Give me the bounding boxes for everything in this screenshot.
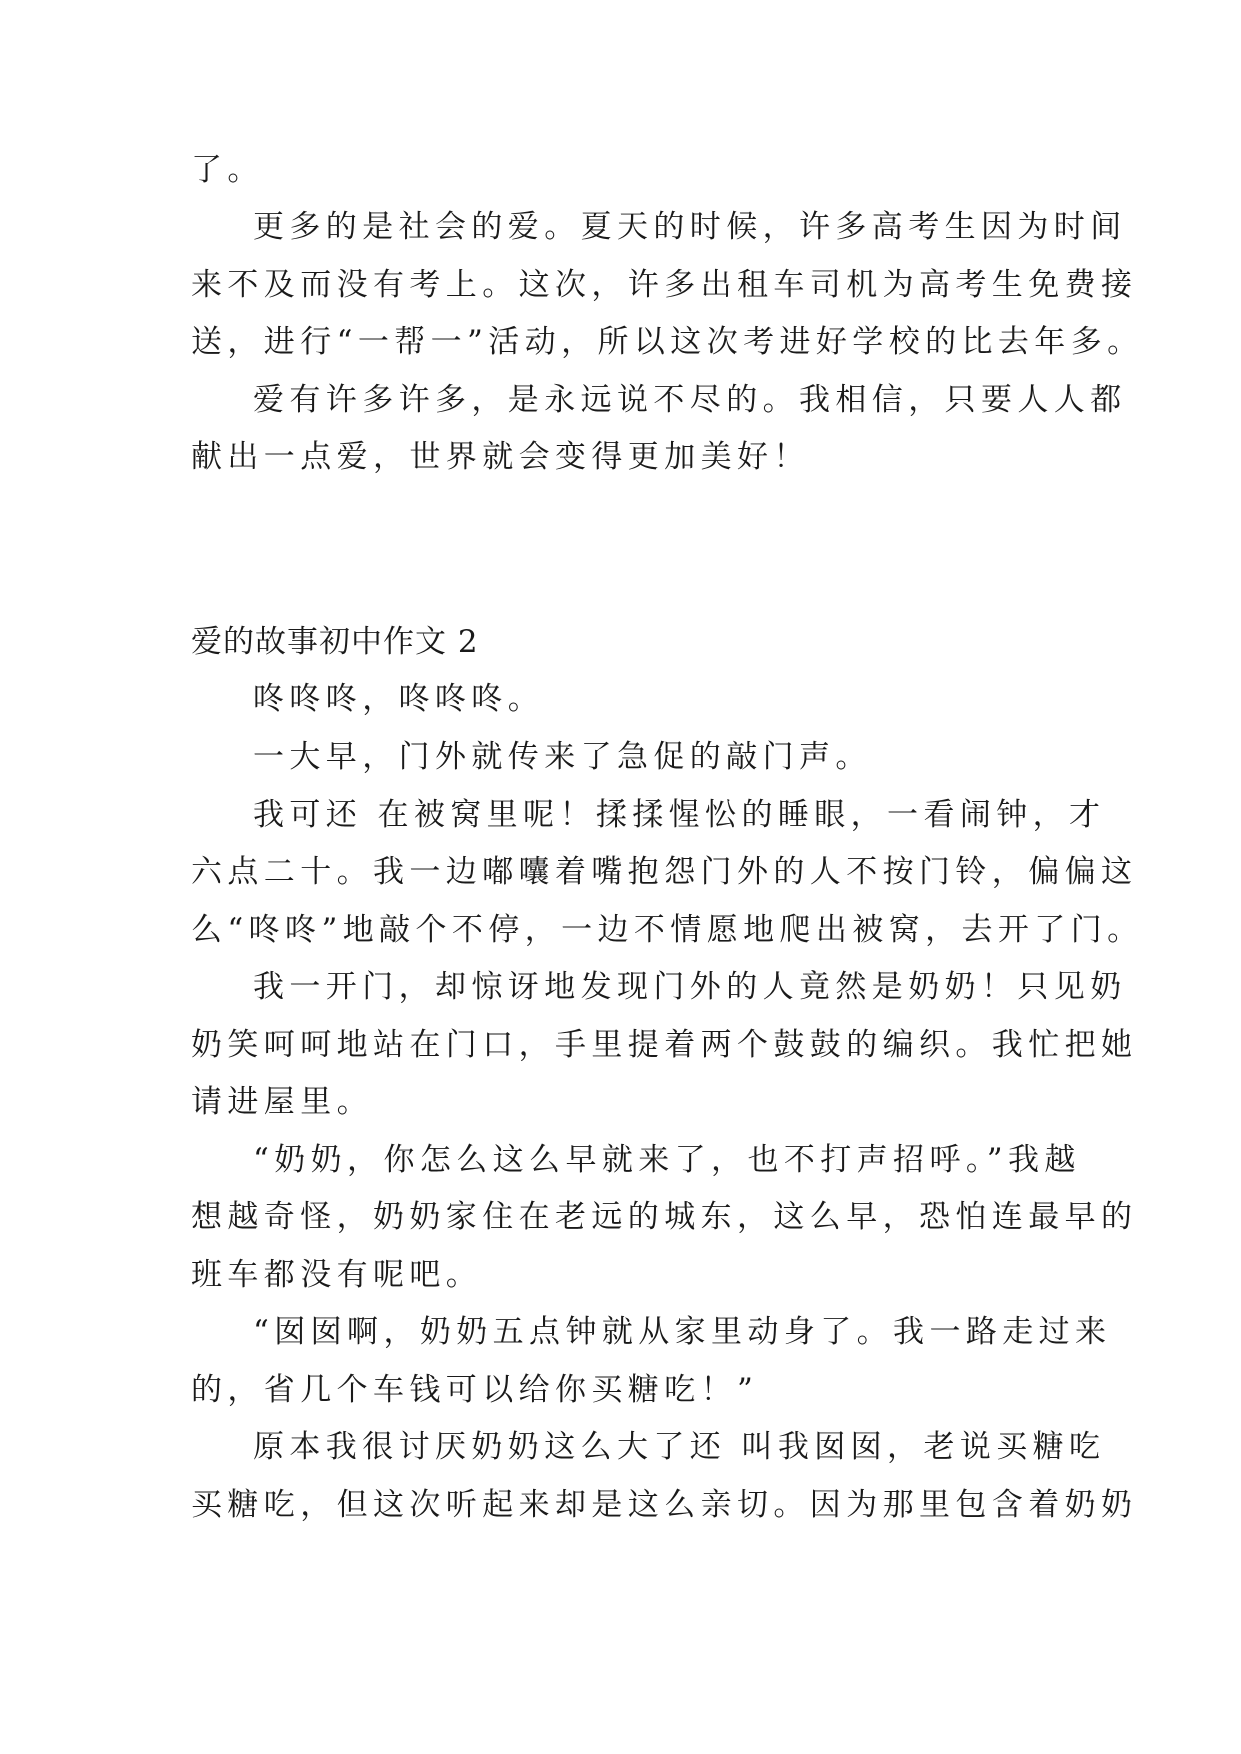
- text-line: “囡囡啊，奶奶五点钟就从家里动身了。我一路走过来: [253, 1314, 1112, 1350]
- essay-title: 爱的故事初中作文 2: [191, 624, 479, 660]
- text-line: 送，进行“一帮一”活动，所以这次考进好学校的比去年多。: [191, 324, 1144, 360]
- text-line: 一大早，门外就传来了急促的敲门声。: [253, 739, 872, 775]
- text-line: 六点二十。我一边嘟囔着嘴抱怨门外的人不按门铃，偏偏这: [191, 854, 1138, 890]
- text-line: 奶笑呵呵地站在门口，手里提着两个鼓鼓的编织。我忙把她: [191, 1027, 1138, 1063]
- text-line: 我可还 在被窝里呢！揉揉惺忪的睡眼，一看闹钟，才: [253, 797, 1106, 833]
- text-line: 班车都没有呢吧。: [191, 1257, 483, 1293]
- text-line: 我一开门，却惊讶地发现门外的人竟然是奶奶！只见奶: [253, 969, 1127, 1005]
- text-line: 了。: [191, 152, 264, 188]
- text-line: 请进屋里。: [191, 1084, 373, 1120]
- text-line: 更多的是社会的爱。夏天的时候，许多高考生因为时间: [253, 209, 1127, 245]
- text-line: 爱有许多许多，是永远说不尽的。我相信，只要人人都: [253, 382, 1127, 418]
- text-line: 原本我很讨厌奶奶这么大了还 叫我囡囡，老说买糖吃: [253, 1429, 1106, 1465]
- text-line: 的，省几个车钱可以给你买糖吃！”: [191, 1372, 759, 1408]
- text-line: “奶奶，你怎么这么早就来了，也不打声招呼。”我越: [253, 1142, 1081, 1178]
- text-line: 买糖吃，但这次听起来却是这么亲切。因为那里包含着奶奶: [191, 1487, 1138, 1523]
- text-line: 咚咚咚，咚咚咚。: [253, 681, 545, 717]
- text-line: 么“咚咚”地敲个不停，一边不情愿地爬出被窝，去开了门。: [191, 912, 1144, 948]
- text-line: 想越奇怪，奶奶家住在老远的城东，这么早，恐怕连最早的: [191, 1199, 1138, 1235]
- text-line: 来不及而没有考上。这次，许多出租车司机为高考生免费接: [191, 267, 1138, 303]
- text-line: 献出一点爱，世界就会变得更加美好！: [191, 439, 810, 475]
